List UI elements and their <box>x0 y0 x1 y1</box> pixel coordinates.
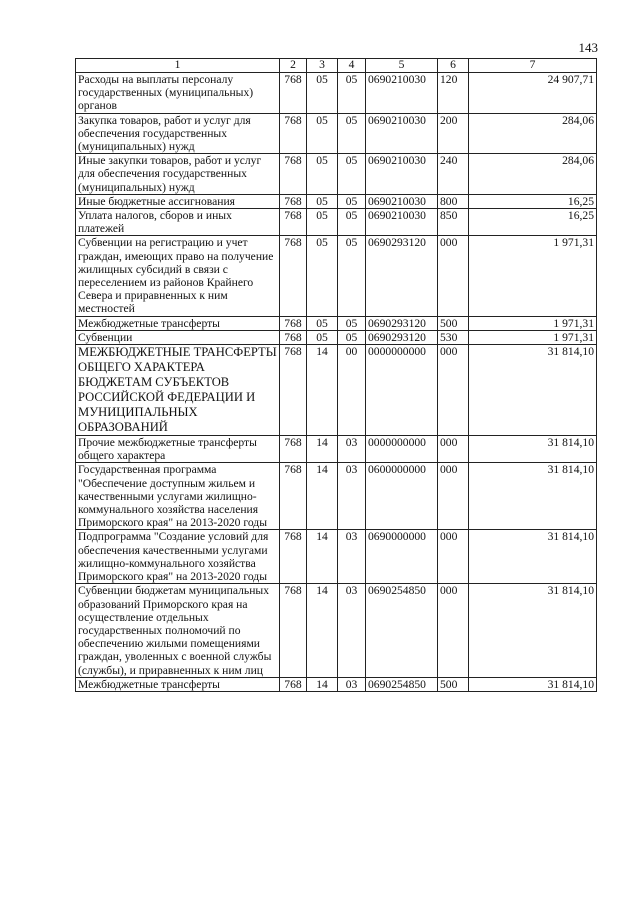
column-header-5: 5 <box>366 59 438 73</box>
row-ved-code: 768 <box>280 73 307 114</box>
row-target-article-code: 0000000000 <box>366 345 438 436</box>
row-section-code: 05 <box>307 73 338 114</box>
row-name: Межбюджетные трансферты <box>76 316 280 330</box>
row-name: Субвенции бюджетам муниципальных образований Приморского края на осуществление отдельных государственных полномочий по обеспечению жилыми помещениями граждан, уволенных с военной службы (службы), и приравненных к ним лиц <box>76 584 280 677</box>
row-ved-code: 768 <box>280 345 307 436</box>
row-ved-code: 768 <box>280 330 307 344</box>
table-row <box>76 436 597 463</box>
row-amount: 31 814,10 <box>469 463 597 530</box>
row-section-code: 05 <box>307 154 338 195</box>
row-amount: 31 814,10 <box>469 436 597 463</box>
row-target-article-code: 0690293120 <box>366 236 438 316</box>
row-section-code: 05 <box>307 316 338 330</box>
row-expense-type-code: 000 <box>438 236 469 316</box>
row-subsection-code: 05 <box>338 194 366 208</box>
row-ved-code: 768 <box>280 530 307 584</box>
row-expense-type-code: 500 <box>438 677 469 691</box>
column-header-2: 2 <box>280 59 307 73</box>
row-name: Субвенции на регистрацию и учет граждан, имеющих право на получение жилищных субсидий в связи с переселением из районов Крайнего Севера и приравненных к ним местностей <box>76 236 280 316</box>
row-section-code: 05 <box>307 209 338 236</box>
row-name: Иные бюджетные ассигнования <box>76 194 280 208</box>
row-section-code: 14 <box>307 436 338 463</box>
row-amount: 1 971,31 <box>469 236 597 316</box>
row-section-code: 14 <box>307 530 338 584</box>
row-expense-type-code: 120 <box>438 73 469 114</box>
row-subsection-code: 05 <box>338 113 366 154</box>
row-target-article-code: 0690254850 <box>366 677 438 691</box>
row-target-article-code: 0690210030 <box>366 154 438 195</box>
column-header-6: 6 <box>438 59 469 73</box>
row-name: Расходы на выплаты персоналу государственных (муниципальных) органов <box>76 73 280 114</box>
row-expense-type-code: 000 <box>438 436 469 463</box>
row-ved-code: 768 <box>280 194 307 208</box>
row-target-article-code: 0690293120 <box>366 316 438 330</box>
row-name: МЕЖБЮДЖЕТНЫЕ ТРАНСФЕРТЫ ОБЩЕГО ХАРАКТЕРА БЮДЖЕТАМ СУБЪЕКТОВ РОССИЙСКОЙ ФЕДЕРАЦИИ И МУНИЦИПАЛЬНЫХ ОБРАЗОВАНИЙ <box>76 345 280 436</box>
row-ved-code: 768 <box>280 154 307 195</box>
row-subsection-code: 05 <box>338 73 366 114</box>
row-amount: 16,25 <box>469 209 597 236</box>
table-row <box>76 154 597 195</box>
row-expense-type-code: 530 <box>438 330 469 344</box>
row-expense-type-code: 240 <box>438 154 469 195</box>
row-target-article-code: 0690210030 <box>366 113 438 154</box>
column-header-7: 7 <box>469 59 597 73</box>
table-row <box>76 209 597 236</box>
column-header-4: 4 <box>338 59 366 73</box>
row-ved-code: 768 <box>280 436 307 463</box>
row-amount: 1 971,31 <box>469 316 597 330</box>
row-amount: 31 814,10 <box>469 584 597 677</box>
column-header-1: 1 <box>76 59 280 73</box>
row-ved-code: 768 <box>280 463 307 530</box>
table-row <box>76 113 597 154</box>
row-subsection-code: 00 <box>338 345 366 436</box>
table-row <box>76 345 597 436</box>
row-section-code: 14 <box>307 345 338 436</box>
row-amount: 24 907,71 <box>469 73 597 114</box>
row-subsection-code: 05 <box>338 236 366 316</box>
row-amount: 16,25 <box>469 194 597 208</box>
table-row <box>76 677 597 691</box>
row-section-code: 05 <box>307 194 338 208</box>
row-subsection-code: 03 <box>338 530 366 584</box>
row-name: Государственная программа "Обеспечение доступным жильем и качественными услугами жилищно-коммунального хозяйства населения Приморского края" на 2013-2020 годы <box>76 463 280 530</box>
row-section-code: 14 <box>307 677 338 691</box>
row-target-article-code: 0690254850 <box>366 584 438 677</box>
row-name: Субвенции <box>76 330 280 344</box>
row-expense-type-code: 000 <box>438 530 469 584</box>
row-target-article-code: 0690000000 <box>366 530 438 584</box>
row-name: Закупка товаров, работ и услуг для обеспечения государственных (муниципальных) нужд <box>76 113 280 154</box>
row-name: Межбюджетные трансферты <box>76 677 280 691</box>
row-expense-type-code: 000 <box>438 463 469 530</box>
row-target-article-code: 0690210030 <box>366 73 438 114</box>
column-header-3: 3 <box>307 59 338 73</box>
row-amount: 31 814,10 <box>469 530 597 584</box>
row-amount: 31 814,10 <box>469 345 597 436</box>
row-expense-type-code: 000 <box>438 584 469 677</box>
row-name: Уплата налогов, сборов и иных платежей <box>76 209 280 236</box>
row-amount: 284,06 <box>469 113 597 154</box>
row-name: Прочие межбюджетные трансферты общего характера <box>76 436 280 463</box>
table-row <box>76 463 597 530</box>
row-subsection-code: 05 <box>338 316 366 330</box>
row-section-code: 14 <box>307 584 338 677</box>
row-expense-type-code: 500 <box>438 316 469 330</box>
table-row <box>76 73 597 114</box>
budget-table <box>75 58 597 692</box>
row-amount: 31 814,10 <box>469 677 597 691</box>
row-amount: 1 971,31 <box>469 330 597 344</box>
row-section-code: 05 <box>307 236 338 316</box>
row-subsection-code: 03 <box>338 463 366 530</box>
table-row <box>76 236 597 316</box>
table-row <box>76 316 597 330</box>
row-amount: 284,06 <box>469 154 597 195</box>
row-subsection-code: 03 <box>338 677 366 691</box>
table-row <box>76 194 597 208</box>
row-ved-code: 768 <box>280 584 307 677</box>
row-ved-code: 768 <box>280 209 307 236</box>
row-expense-type-code: 000 <box>438 345 469 436</box>
row-target-article-code: 0690210030 <box>366 194 438 208</box>
row-subsection-code: 05 <box>338 330 366 344</box>
row-expense-type-code: 800 <box>438 194 469 208</box>
row-section-code: 14 <box>307 463 338 530</box>
table-row <box>76 530 597 584</box>
row-section-code: 05 <box>307 113 338 154</box>
row-ved-code: 768 <box>280 236 307 316</box>
row-subsection-code: 03 <box>338 436 366 463</box>
table-row <box>76 330 597 344</box>
row-subsection-code: 05 <box>338 154 366 195</box>
column-number-header <box>76 59 597 73</box>
row-expense-type-code: 850 <box>438 209 469 236</box>
row-target-article-code: 0690210030 <box>366 209 438 236</box>
row-expense-type-code: 200 <box>438 113 469 154</box>
table-row <box>76 584 597 677</box>
row-name: Подпрограмма "Создание условий для обеспечения качественными услугами жилищно-коммунального хозяйства Приморского края" на 2013-2020 годы <box>76 530 280 584</box>
row-ved-code: 768 <box>280 316 307 330</box>
table-body <box>76 73 597 692</box>
row-subsection-code: 03 <box>338 584 366 677</box>
row-target-article-code: 0000000000 <box>366 436 438 463</box>
row-subsection-code: 05 <box>338 209 366 236</box>
row-section-code: 05 <box>307 330 338 344</box>
row-ved-code: 768 <box>280 677 307 691</box>
page-number: 143 <box>578 40 598 55</box>
row-name: Иные закупки товаров, работ и услуг для обеспечения государственных (муниципальных) нужд <box>76 154 280 195</box>
row-target-article-code: 0600000000 <box>366 463 438 530</box>
row-target-article-code: 0690293120 <box>366 330 438 344</box>
row-ved-code: 768 <box>280 113 307 154</box>
